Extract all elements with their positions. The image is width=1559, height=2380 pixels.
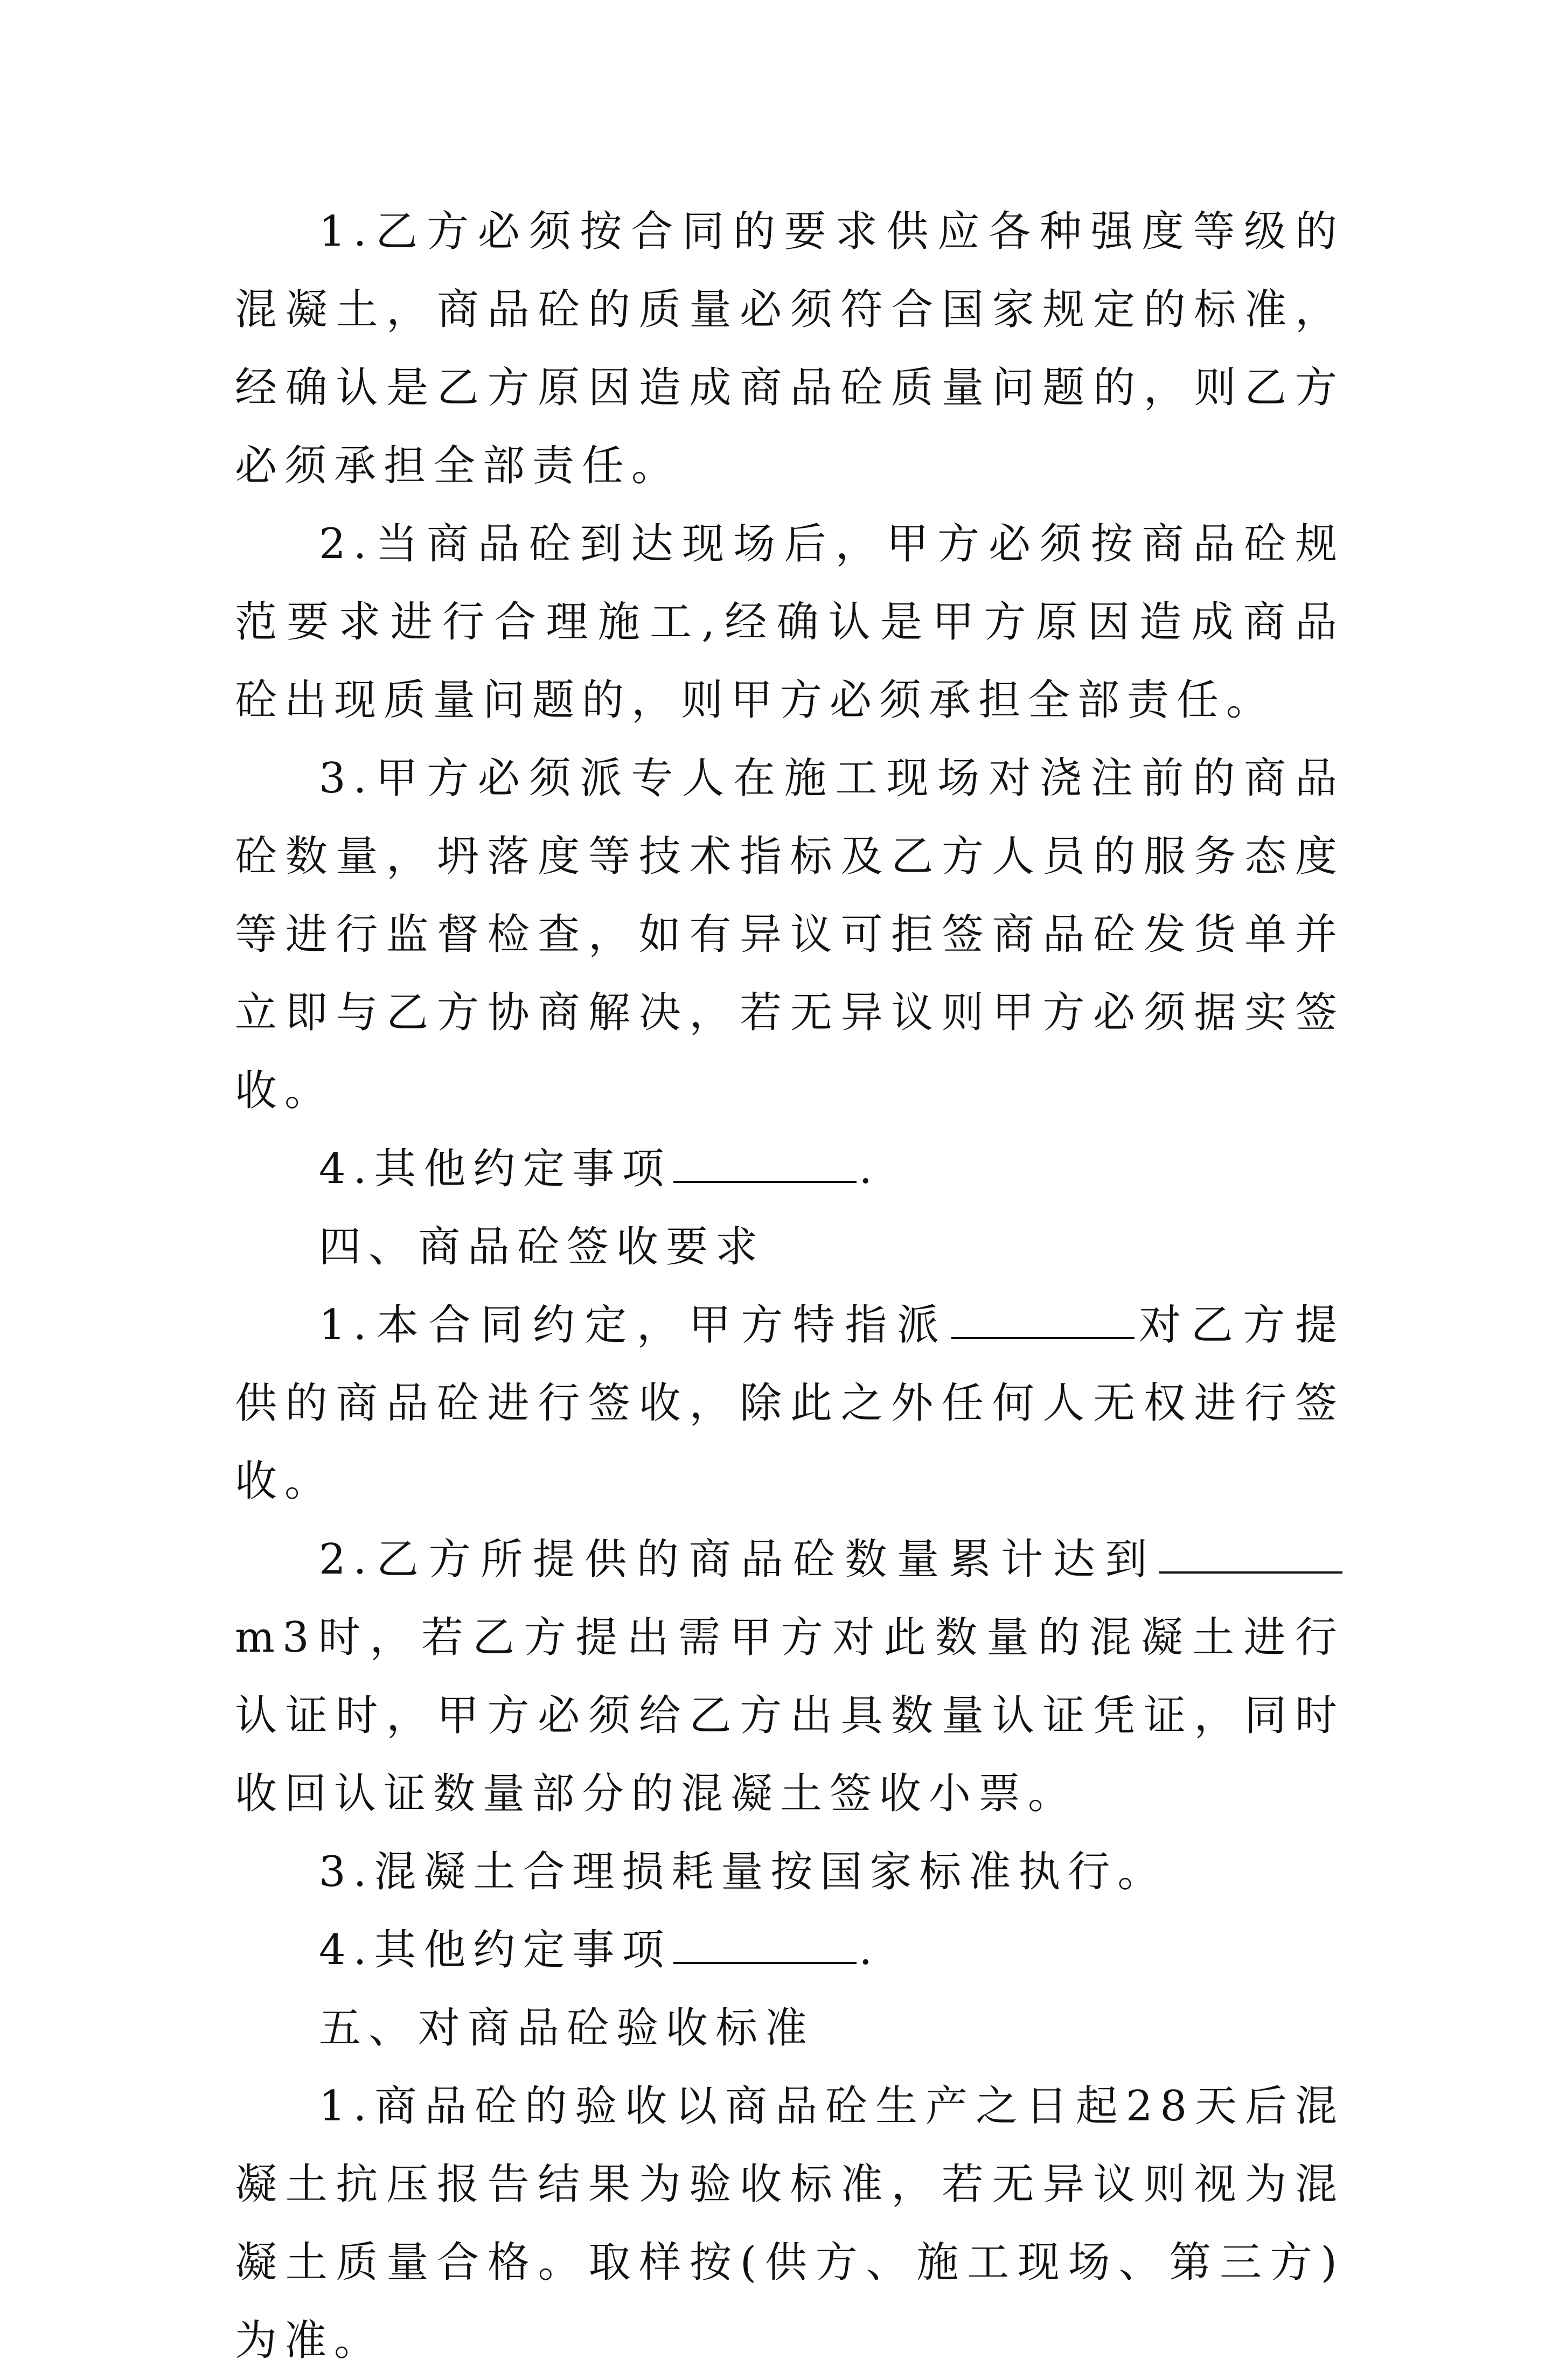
section-heading-text: 四、商品砼签收要求 xyxy=(319,1223,765,1271)
clause-text-end: m3时，若乙方提出需甲方对此数量的混凝土进行认证时，甲方必须给乙方出具数量认证凭证，同时收回认证数量部分的混凝土签收小票。 xyxy=(235,1613,1345,1818)
clause-text: 4.其他约定事项 xyxy=(319,1926,672,1974)
clause-4-2 xyxy=(235,1521,1345,1833)
clause-text-end: . xyxy=(859,1926,880,1974)
clause-text: 3.混凝土合理损耗量按国家标准执行。 xyxy=(319,1848,1167,1896)
clause-3-2 xyxy=(235,505,1345,740)
clause-text: 1.乙方必须按合同的要求供应各种强度等级的混凝土，商品砼的质量必须符合国家规定的标准，经确认是乙方原因造成商品砼质量问题的，则乙方必须承担全部责任。 xyxy=(235,207,1345,490)
section-heading-text: 五、对商品砼验收标准 xyxy=(319,2004,815,2052)
fill-in-blank[interactable] xyxy=(1159,1535,1342,1574)
clause-text: 2.当商品砼到达现场后，甲方必须按商品砼规范要求进行合理施工,经确认是甲方原因造成商品砼出现质量问题的，则甲方必须承担全部责任。 xyxy=(235,520,1345,725)
clause-text: 2.乙方所提供的商品砼数量累计达到 xyxy=(319,1535,1157,1584)
clause-4-4 xyxy=(235,1911,1345,1989)
clause-text: 1.本合同约定，甲方特指派 xyxy=(319,1301,949,1349)
clause-4-3 xyxy=(235,1833,1345,1911)
section-heading-4 xyxy=(235,1208,1345,1286)
clause-text: 4.其他约定事项 xyxy=(319,1145,672,1193)
section-heading-5 xyxy=(235,1989,1345,2068)
clause-text: 3.甲方必须派专人在施工现场对浇注前的商品砼数量，坍落度等技术指标及乙方人员的服务态度等进行监督检查，如有异议可拒签商品砼发货单并立即与乙方协商解决，若无异议则甲方必须据实签收。 xyxy=(235,754,1345,1115)
clause-text-end: . xyxy=(859,1145,880,1193)
clause-3-4 xyxy=(235,1130,1345,1208)
fill-in-blank[interactable] xyxy=(673,1144,857,1183)
clause-text-end: 对乙方提供的商品砼进行签收，除此之外任何人无权进行签收。 xyxy=(235,1301,1345,1506)
clause-5-1 xyxy=(235,2068,1345,2380)
clause-3-1 xyxy=(235,193,1345,505)
clause-text: 1.商品砼的验收以商品砼生产之日起28天后混凝土抗压报告结果为验收标准，若无异议则视为混凝土质量合格。取样按(供方、施工现场、第三方)为准。 xyxy=(235,2082,1345,2365)
fill-in-blank[interactable] xyxy=(951,1300,1135,1339)
clause-4-1 xyxy=(235,1286,1345,1521)
document-body xyxy=(235,193,1345,2380)
clause-3-3 xyxy=(235,740,1345,1130)
fill-in-blank[interactable] xyxy=(673,1925,857,1964)
